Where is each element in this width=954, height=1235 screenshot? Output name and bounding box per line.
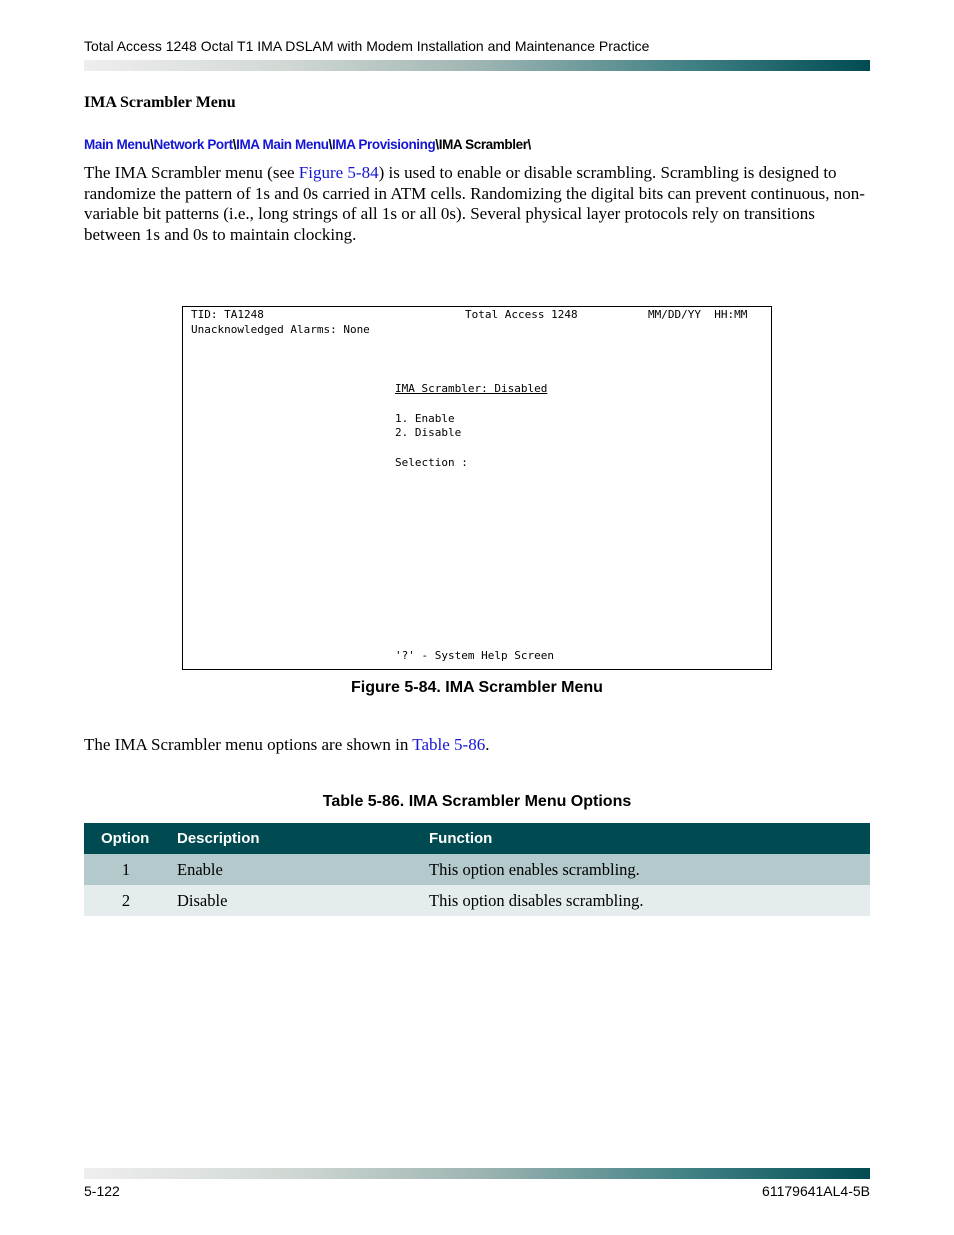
table-row bbox=[84, 854, 870, 885]
terminal-datetime: MM/DD/YY HH:MM bbox=[648, 308, 748, 321]
terminal-screen bbox=[182, 306, 772, 670]
terminal-alarms: Unacknowledged Alarms: None bbox=[191, 323, 370, 336]
table-header-row bbox=[84, 823, 870, 854]
footer-rule bbox=[84, 1168, 870, 1179]
table-reference-link[interactable]: Table 5-86 bbox=[412, 735, 486, 754]
section-title: IMA Scrambler Menu bbox=[84, 94, 236, 111]
header-description: Description bbox=[177, 830, 260, 847]
breadcrumb-current: IMA Scrambler\ bbox=[438, 137, 531, 152]
options-intro-paragraph: The IMA Scrambler menu options are shown in Table 5-86. bbox=[84, 735, 490, 754]
cell-option: 2 bbox=[121, 891, 131, 910]
figure-reference-link[interactable]: Figure 5-84 bbox=[298, 163, 379, 182]
terminal-option-enable[interactable]: 1. Enable bbox=[395, 412, 455, 425]
terminal-option-disable[interactable]: 2. Disable bbox=[395, 426, 462, 439]
breadcrumb-main-menu[interactable]: Main Menu bbox=[84, 137, 151, 152]
breadcrumb-ima-provisioning[interactable]: IMA Provisioning bbox=[332, 137, 436, 152]
header-function: Function bbox=[429, 830, 493, 847]
breadcrumb-ima-main-menu[interactable]: IMA Main Menu bbox=[236, 137, 329, 152]
breadcrumb: Main Menu\Network Port\IMA Main Menu\IMA Provisioning\IMA Scrambler\ bbox=[84, 137, 531, 152]
terminal-selection-prompt[interactable]: Selection : bbox=[395, 456, 468, 469]
document-number: 61179641AL4-5B bbox=[762, 1183, 870, 1199]
breadcrumb-network-port[interactable]: Network Port bbox=[153, 137, 233, 152]
header-option: Option bbox=[101, 830, 150, 847]
terminal-help-hint: '?' - System Help Screen bbox=[395, 649, 554, 662]
intro-paragraph: The IMA Scrambler menu (see Figure 5-84) is used to enable or disable scrambling. Scrambling is designed to randomize the pattern of 1s and 0s carried in ATM cells. Randomizing the digital bits can prevent continuous, non-variable bit patterns (i.e., long strings of all 1s or all 0s). Several physical layer protocols rely on transitions between 1s and 0s to maintain clocking. bbox=[84, 163, 865, 244]
table-row bbox=[84, 885, 870, 916]
cell-function: This option disables scrambling. bbox=[429, 891, 644, 910]
page-number: 5-122 bbox=[84, 1183, 120, 1199]
cell-function: This option enables scrambling. bbox=[429, 860, 640, 879]
options-table bbox=[84, 823, 870, 916]
table-caption: Table 5-86. IMA Scrambler Menu Options bbox=[322, 793, 632, 810]
running-header: Total Access 1248 Octal T1 IMA DSLAM with Modem Installation and Maintenance Practice bbox=[84, 38, 650, 54]
cell-description: Disable bbox=[177, 891, 228, 910]
header-rule bbox=[84, 60, 870, 71]
cell-option: 1 bbox=[121, 860, 131, 879]
cell-description: Enable bbox=[177, 860, 223, 879]
terminal-tid: TID: TA1248 bbox=[191, 308, 264, 321]
figure-caption: Figure 5-84. IMA Scrambler Menu bbox=[351, 679, 603, 696]
terminal-system-title: Total Access 1248 bbox=[465, 308, 578, 321]
terminal-menu-title: IMA Scrambler: Disabled bbox=[395, 382, 548, 395]
